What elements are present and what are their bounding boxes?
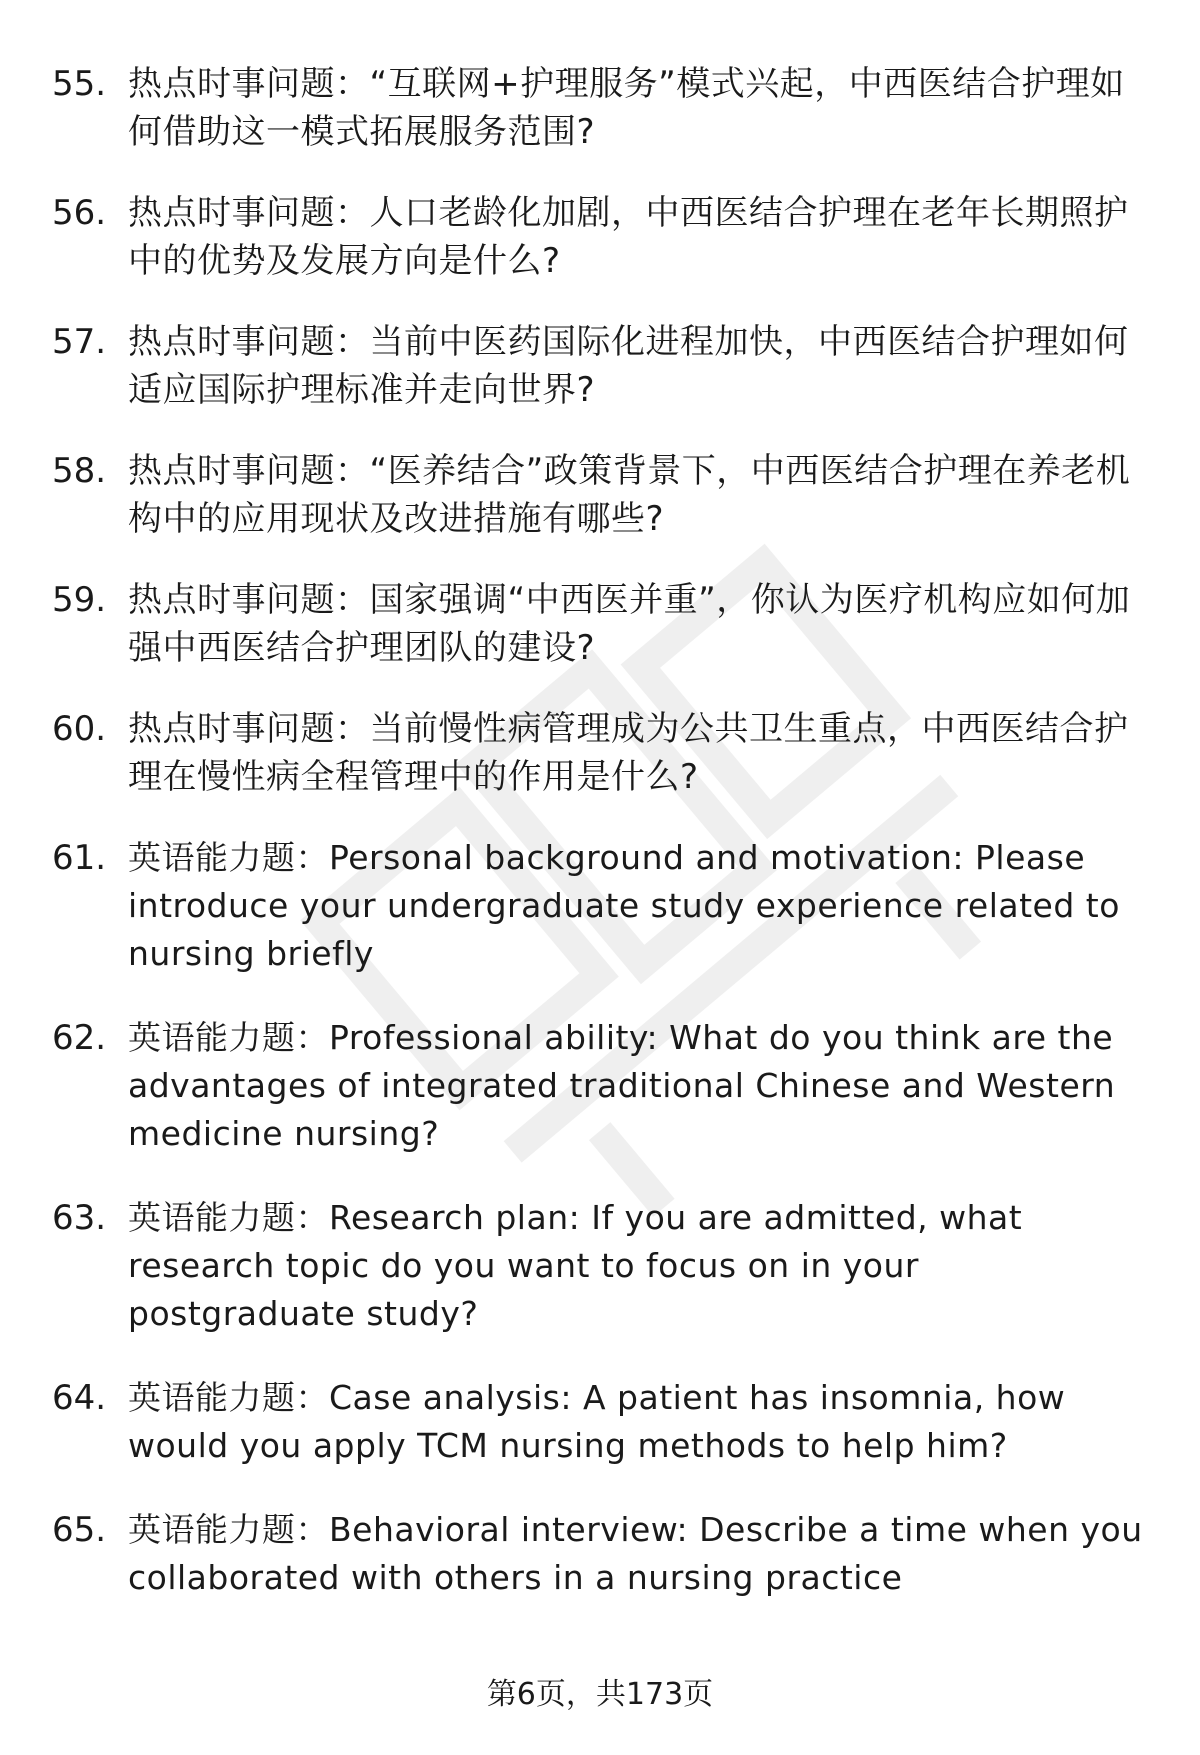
question-text: 热点时事问题：国家强调“中西医并重”，你认为医疗机构应如何加强中西医结合护理团队的建设? bbox=[128, 580, 1131, 668]
question-text: 英语能力题：Professional ability: What do you think are the advantages of integrated traditional Chinese and Western medicine nursing? bbox=[128, 1018, 1116, 1153]
question-text: 英语能力题：Personal background and motivation: Please introduce your undergraduate study experience related to nursing briefly bbox=[128, 838, 1120, 973]
question-item-60 bbox=[52, 705, 1152, 801]
question-item-64 bbox=[52, 1374, 1152, 1470]
question-number: 56. bbox=[52, 193, 107, 233]
question-item-59 bbox=[52, 576, 1152, 672]
question-item-61 bbox=[52, 834, 1152, 978]
question-text: 热点时事问题：当前中医药国际化进程加快，中西医结合护理如何适应国际护理标准并走向世界? bbox=[128, 322, 1129, 410]
question-number: 55. bbox=[52, 64, 107, 104]
question-text: 热点时事问题：当前慢性病管理成为公共卫生重点，中西医结合护理在慢性病全程管理中的作用是什么? bbox=[128, 709, 1129, 797]
question-item-55 bbox=[52, 60, 1152, 156]
question-text: 热点时事问题：“医养结合”政策背景下，中西医结合护理在养老机构中的应用现状及改进措施有哪些? bbox=[128, 451, 1131, 539]
question-text: 热点时事问题：“互联网+护理服务”模式兴起，中西医结合护理如何借助这一模式拓展服务范围? bbox=[128, 64, 1125, 152]
question-list bbox=[52, 60, 1152, 1638]
question-number: 63. bbox=[52, 1198, 107, 1238]
question-number: 59. bbox=[52, 580, 107, 620]
question-number: 58. bbox=[52, 451, 107, 491]
question-number: 57. bbox=[52, 322, 107, 362]
question-number: 62. bbox=[52, 1018, 107, 1058]
question-item-65 bbox=[52, 1506, 1152, 1602]
question-item-57 bbox=[52, 318, 1152, 414]
question-text: 热点时事问题：人口老龄化加剧，中西医结合护理在老年长期照护中的优势及发展方向是什么? bbox=[128, 193, 1129, 281]
page-number-footer: 第6页，共173页 bbox=[486, 1677, 714, 1712]
question-number: 65. bbox=[52, 1510, 107, 1550]
question-number: 60. bbox=[52, 709, 107, 749]
question-text: 英语能力题：Case analysis: A patient has insomnia, how would you apply TCM nursing methods to help him? bbox=[128, 1378, 1066, 1465]
question-number: 64. bbox=[52, 1378, 107, 1418]
question-item-56 bbox=[52, 189, 1152, 285]
question-text: 英语能力题：Behavioral interview: Describe a time when you collaborated with others in a nursing practice bbox=[128, 1510, 1143, 1597]
question-item-58 bbox=[52, 447, 1152, 543]
question-item-63 bbox=[52, 1194, 1152, 1338]
question-number: 61. bbox=[52, 838, 107, 878]
question-item-62 bbox=[52, 1014, 1152, 1158]
question-text: 英语能力题：Research plan: If you are admitted, what research topic do you want to focus on in your postgraduate study? bbox=[128, 1198, 1023, 1333]
